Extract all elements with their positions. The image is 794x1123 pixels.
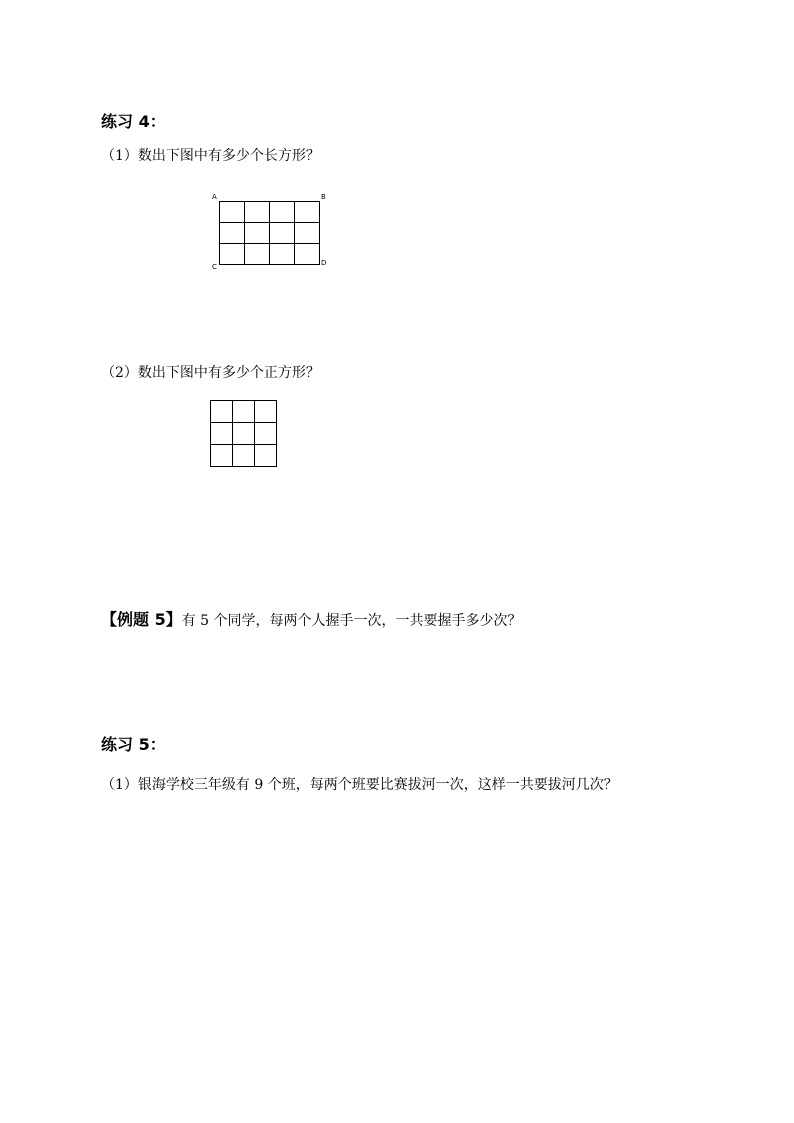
practice4-question-2: （2）数出下图中有多少个正方形？ (101, 365, 320, 381)
grid-cell (233, 445, 255, 467)
corner-label-d: D (321, 259, 327, 267)
grid-cell (211, 423, 233, 445)
practice5-question-1: （1）银海学校三年级有 9 个班，每两个班要比赛拔河一次，这样一共要拔河几次？ (101, 777, 618, 793)
example5-text: 有 5 个同学，每两个人握手一次，一共要握手多少次？ (181, 613, 522, 629)
grid-cell (270, 202, 295, 223)
square-grid (210, 400, 277, 467)
grid-cell (295, 202, 320, 223)
rectangle-grid (219, 201, 320, 265)
grid-cell (220, 202, 245, 223)
grid-cell (255, 445, 277, 467)
grid-cell (270, 223, 295, 244)
grid-cell (245, 244, 270, 265)
practice5-heading: 练习 5： (101, 735, 166, 754)
example5-label: 【例题 5】 (101, 610, 182, 629)
practice4-heading: 练习 4： (101, 112, 166, 131)
grid-cell (233, 423, 255, 445)
example5-line (101, 607, 522, 630)
grid-cell (211, 401, 233, 423)
corner-label-a: A (212, 193, 217, 201)
grid-cell (270, 244, 295, 265)
grid-cell (255, 423, 277, 445)
grid-cell (295, 223, 320, 244)
grid-cell (245, 223, 270, 244)
grid-cell (211, 445, 233, 467)
corner-label-b: B (321, 193, 326, 201)
grid-cell (245, 202, 270, 223)
grid-cell (220, 244, 245, 265)
grid-cell (255, 401, 277, 423)
grid-cell (233, 401, 255, 423)
practice4-question-1: （1）数出下图中有多少个长方形？ (101, 148, 320, 164)
corner-label-c: C (212, 263, 217, 271)
grid-cell (295, 244, 320, 265)
grid-cell (220, 223, 245, 244)
